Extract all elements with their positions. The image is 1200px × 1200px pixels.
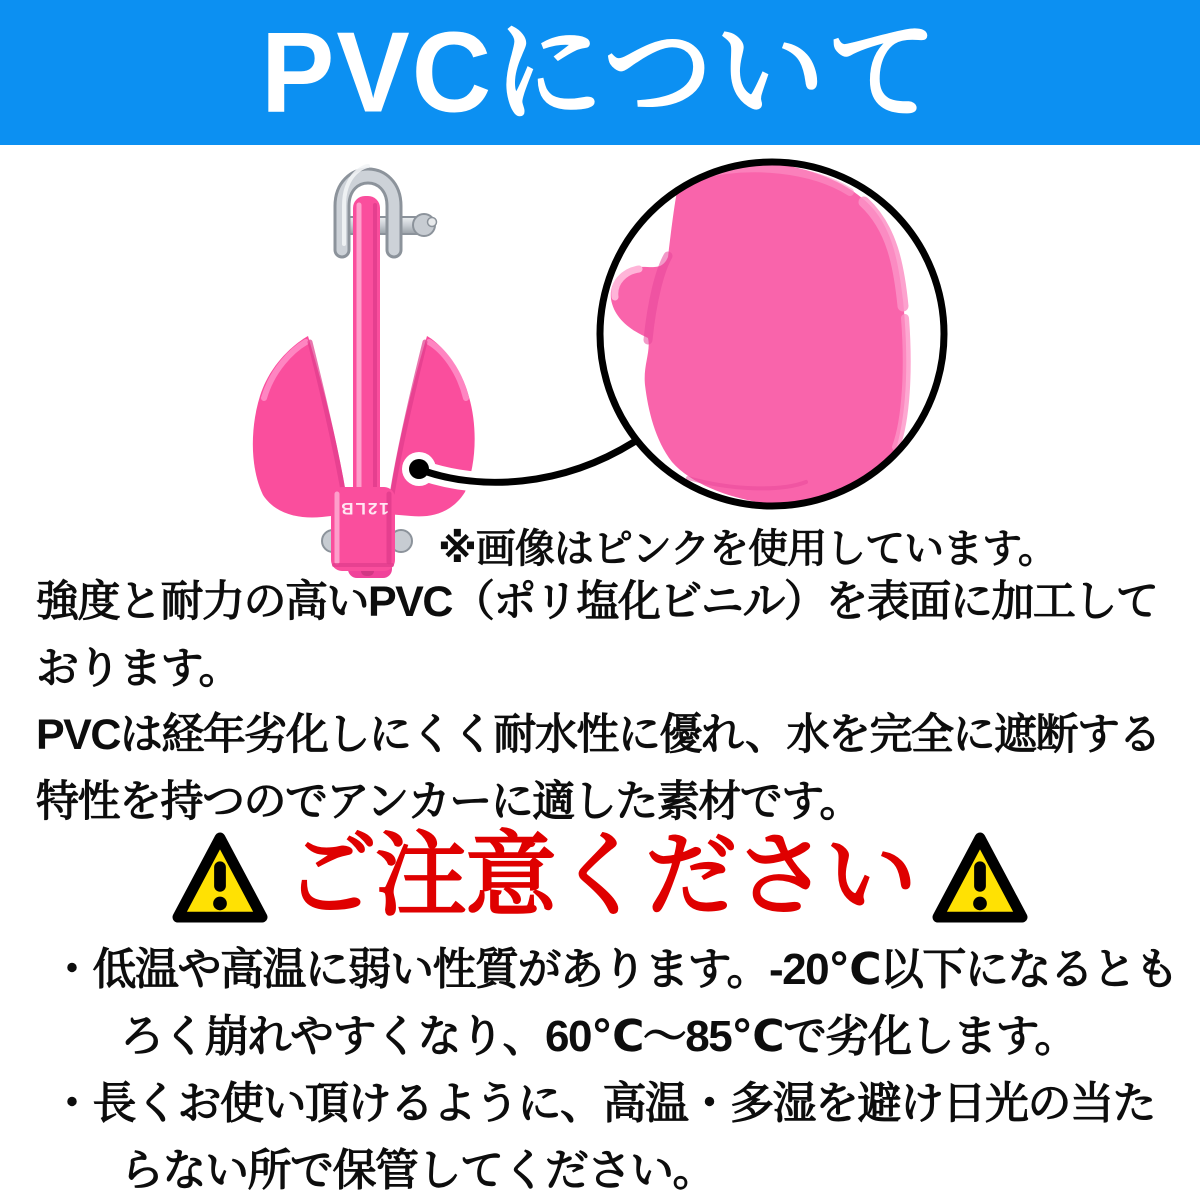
bullet-line: ・長くお使い頂けるように、高温・多湿を避け日光の当た xyxy=(50,1079,1155,1128)
warning-heading-row xyxy=(0,826,1200,930)
product-figure xyxy=(0,0,1200,595)
body-text-line: 強度と耐力の高いPVC（ポリ塩化ビニル）を表面に加工して xyxy=(36,578,1158,626)
magnifier-closeup xyxy=(600,160,944,506)
warning-heading: ご注意ください xyxy=(284,825,915,927)
body-text-line: おります。 xyxy=(36,645,241,693)
page-title: PVCについて xyxy=(261,8,939,136)
warning-triangle-icon xyxy=(171,831,269,925)
bullet-line: らない所で保管してください。 xyxy=(120,1146,715,1195)
anchor-shank xyxy=(353,196,380,516)
warning-triangle-icon xyxy=(931,831,1029,925)
bullet-line: ろく崩れやすくなり、60℃～85℃で劣化します。 xyxy=(120,1012,1077,1061)
body-text-line: 特性を持つのでアンカーに適した素材です。 xyxy=(36,778,861,826)
bullet-line: ・低温や高温に弱い性質があります。-20℃以下になるとも xyxy=(50,945,1178,994)
image-color-note: ※画像はピンクを使用しています。 xyxy=(438,527,1057,571)
anchor-weight-label: 12LB xyxy=(339,499,389,518)
body-text-line: PVCは経年劣化しにくく耐水性に優れ、水を完全に遮断する xyxy=(36,711,1160,759)
